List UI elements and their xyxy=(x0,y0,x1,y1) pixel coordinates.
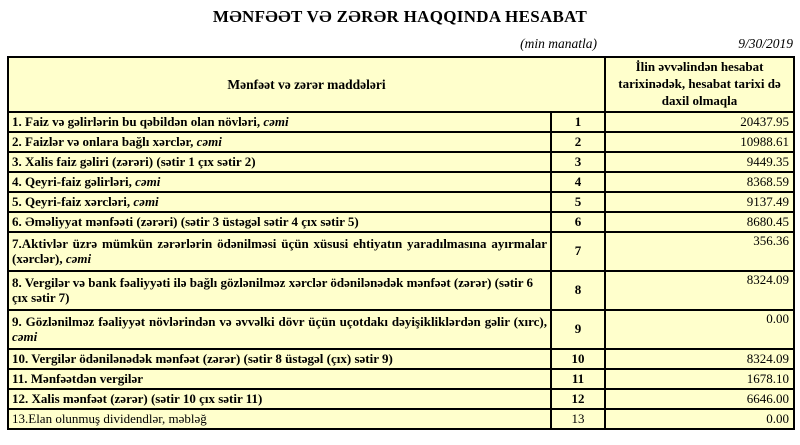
row-value: 356.36 xyxy=(605,232,794,271)
row-value: 1678.10 xyxy=(605,369,794,389)
row-label: 6. Əməliyyat mənfəəti (zərəri) (sətir 3 üstəgəl sətir 4 çıx sətir 5) xyxy=(8,212,551,232)
report-date: 9/30/2019 xyxy=(738,36,793,51)
row-label: 5. Qeyri-faiz xərcləri, cəmi xyxy=(8,192,551,212)
row-value: 0.00 xyxy=(605,409,794,429)
row-number: 10 xyxy=(551,349,605,369)
row-label: 10. Vergilər ödənilənədək mənfəət (zərər) (sətir 8 üstəgəl (çıx) sətir 9) xyxy=(8,349,551,369)
row-value: 8680.45 xyxy=(605,212,794,232)
row-number: 9 xyxy=(551,310,605,349)
row-value: 9137.49 xyxy=(605,192,794,212)
row-number: 8 xyxy=(551,271,605,310)
row-number: 11 xyxy=(551,369,605,389)
table-row xyxy=(8,409,794,429)
row-value: 20437.95 xyxy=(605,112,794,132)
row-number: 6 xyxy=(551,212,605,232)
row-label: 1. Faiz və gəlirlərin bu qəbildən olan növləri, cəmi xyxy=(8,112,551,132)
row-number: 1 xyxy=(551,112,605,132)
table-row xyxy=(8,369,794,389)
table-row xyxy=(8,152,794,172)
row-value: 8368.59 xyxy=(605,172,794,192)
report-subtitle-row xyxy=(7,36,793,52)
table-row xyxy=(8,349,794,369)
row-value: 0.00 xyxy=(605,310,794,349)
table-row xyxy=(8,212,794,232)
row-value: 6646.00 xyxy=(605,389,794,409)
row-label: 2. Faizlər və onlara bağlı xərclər, cəmi xyxy=(8,132,551,152)
table-row xyxy=(8,310,794,349)
row-number: 12 xyxy=(551,389,605,409)
row-number: 13 xyxy=(551,409,605,429)
row-value: 10988.61 xyxy=(605,132,794,152)
value-column-header: İlin əvvəlindən hesabat tarixinədək, hesabat tarixi də daxil olmaqla xyxy=(605,57,794,112)
row-number: 7 xyxy=(551,232,605,271)
table-row xyxy=(8,389,794,409)
row-label: 13.Elan olunmuş dividendlər, məbləğ xyxy=(8,409,551,429)
row-label: 12. Xalis mənfəət (zərər) (sətir 10 çıx sətir 11) xyxy=(8,389,551,409)
table-row xyxy=(8,232,794,271)
row-label: 8. Vergilər və bank fəaliyyəti ilə bağlı gözlənilməz xərclər ödənilənədək mənfəət (zərər) (sətir 6 çıx sətir 7) xyxy=(8,271,551,310)
table-row xyxy=(8,112,794,132)
table-row xyxy=(8,172,794,192)
row-label: 9. Gözlənilməz fəaliyyət növlərindən və əvvəlki dövr üçün uçotdakı dəyişikliklərdən gəlir (xırc), cəmi xyxy=(8,310,551,349)
unit-note: (min manatla) xyxy=(520,36,597,51)
table-row xyxy=(8,192,794,212)
row-value: 8324.09 xyxy=(605,349,794,369)
profit-loss-table xyxy=(7,56,795,430)
row-number: 5 xyxy=(551,192,605,212)
row-number: 3 xyxy=(551,152,605,172)
items-column-header: Mənfəət və zərər maddələri xyxy=(8,57,605,112)
row-value: 8324.09 xyxy=(605,271,794,310)
table-row xyxy=(8,271,794,310)
row-label: 4. Qeyri-faiz gəlirləri, cəmi xyxy=(8,172,551,192)
table-header-row xyxy=(8,57,794,112)
row-value: 9449.35 xyxy=(605,152,794,172)
row-label: 3. Xalis faiz gəliri (zərəri) (sətir 1 çıx sətir 2) xyxy=(8,152,551,172)
report-title: MƏNFƏƏT VƏ ZƏRƏR HAQQINDA HESABAT xyxy=(212,7,588,26)
table-row xyxy=(8,132,794,152)
row-number: 4 xyxy=(551,172,605,192)
row-number: 2 xyxy=(551,132,605,152)
row-label: 7.Aktivlər üzrə mümkün zərərlərin ödənilməsi üçün xüsusi ehtiyatın yaradılmasına ayırmalar (xərclər), cəmi xyxy=(8,232,551,271)
row-label: 11. Mənfəətdən vergilər xyxy=(8,369,551,389)
